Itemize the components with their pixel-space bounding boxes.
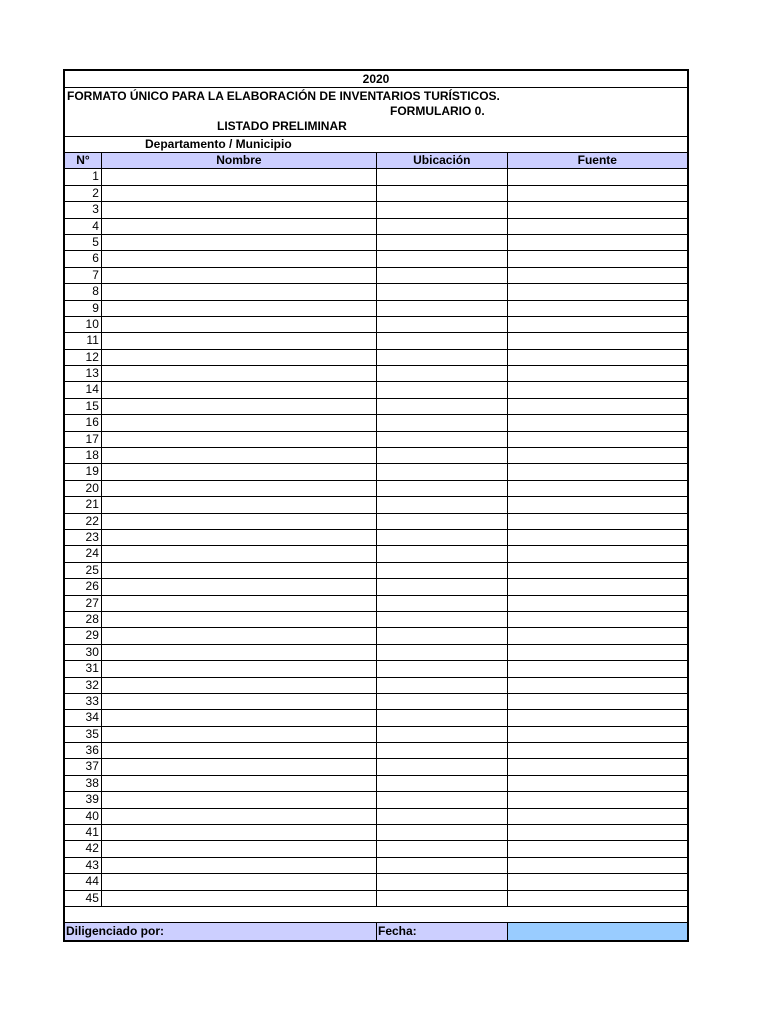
department-municipality-label: Departamento / Municipio [65, 137, 687, 153]
row-number: 42 [65, 841, 102, 856]
fuente-cell[interactable] [508, 481, 687, 496]
nombre-cell[interactable] [102, 891, 377, 906]
table-row [65, 661, 687, 677]
ubicacion-cell[interactable] [377, 874, 508, 889]
nombre-cell[interactable] [102, 792, 377, 807]
table-row [65, 596, 687, 612]
row-number: 29 [65, 628, 102, 643]
row-number: 27 [65, 596, 102, 611]
fuente-cell[interactable] [508, 202, 687, 217]
ubicacion-cell[interactable] [377, 661, 508, 676]
nombre-cell[interactable] [102, 284, 377, 299]
table-row [65, 497, 687, 513]
fuente-cell[interactable] [508, 530, 687, 545]
table-row [65, 169, 687, 185]
fuente-cell[interactable] [508, 399, 687, 414]
row-number: 39 [65, 792, 102, 807]
nombre-cell[interactable] [102, 661, 377, 676]
fuente-cell[interactable] [508, 858, 687, 873]
ubicacion-cell[interactable] [377, 202, 508, 217]
table-row [65, 874, 687, 890]
row-number: 6 [65, 251, 102, 266]
fuente-cell[interactable] [508, 186, 687, 201]
row-number: 40 [65, 809, 102, 824]
ubicacion-cell[interactable] [377, 415, 508, 430]
fuente-cell[interactable] [508, 350, 687, 365]
table-row [65, 317, 687, 333]
table-row [65, 268, 687, 284]
ubicacion-cell[interactable] [377, 645, 508, 660]
ubicacion-cell[interactable] [377, 432, 508, 447]
column-header-fuente: Fuente [577, 153, 617, 167]
diligenciado-por-label: Diligenciado por: [65, 923, 377, 940]
fuente-cell[interactable] [508, 579, 687, 594]
row-number: 20 [65, 481, 102, 496]
row-number: 30 [65, 645, 102, 660]
nombre-cell[interactable] [102, 628, 377, 643]
form-year: 2020 [65, 71, 687, 88]
row-number: 5 [65, 235, 102, 250]
ubicacion-cell[interactable] [377, 268, 508, 283]
ubicacion-cell[interactable] [377, 219, 508, 234]
fuente-cell[interactable] [508, 219, 687, 234]
row-number: 26 [65, 579, 102, 594]
row-number: 35 [65, 727, 102, 742]
nombre-cell[interactable] [102, 841, 377, 856]
inventory-form-sheet [63, 69, 689, 942]
nombre-cell[interactable] [102, 317, 377, 332]
ubicacion-cell[interactable] [377, 514, 508, 529]
fuente-cell[interactable] [508, 382, 687, 397]
row-number: 8 [65, 284, 102, 299]
fuente-cell[interactable] [508, 333, 687, 348]
table-row [65, 579, 687, 595]
ubicacion-cell[interactable] [377, 759, 508, 774]
nombre-cell[interactable] [102, 809, 377, 824]
fuente-cell[interactable] [508, 874, 687, 889]
form-title-block [65, 88, 687, 137]
table-row [65, 202, 687, 218]
table-row [65, 448, 687, 464]
table-row [65, 432, 687, 448]
nombre-cell[interactable] [102, 382, 377, 397]
ubicacion-cell[interactable] [377, 563, 508, 578]
row-number: 32 [65, 678, 102, 693]
ubicacion-cell[interactable] [377, 776, 508, 791]
row-number: 45 [65, 891, 102, 906]
table-row [65, 809, 687, 825]
table-row [65, 481, 687, 497]
fuente-cell[interactable] [508, 759, 687, 774]
form-footer [65, 923, 687, 940]
fuente-cell[interactable] [508, 251, 687, 266]
spacer-row [65, 907, 687, 923]
fuente-cell[interactable] [508, 563, 687, 578]
row-number: 34 [65, 710, 102, 725]
fecha-label: Fecha: [377, 923, 508, 940]
ubicacion-cell[interactable] [377, 694, 508, 709]
nombre-cell[interactable] [102, 743, 377, 758]
fuente-cell[interactable] [508, 169, 687, 184]
table-row [65, 366, 687, 382]
form-subtitle: LISTADO PRELIMINAR [217, 119, 347, 133]
row-number: 10 [65, 317, 102, 332]
fuente-cell[interactable] [508, 284, 687, 299]
table-row [65, 710, 687, 726]
table-row [65, 333, 687, 349]
row-number: 23 [65, 530, 102, 545]
fuente-cell[interactable] [508, 661, 687, 676]
fuente-cell[interactable] [508, 235, 687, 250]
table-row [65, 759, 687, 775]
ubicacion-cell[interactable] [377, 235, 508, 250]
table-row [65, 628, 687, 644]
ubicacion-cell[interactable] [377, 481, 508, 496]
column-header-nombre: Nombre [102, 153, 377, 168]
row-number: 31 [65, 661, 102, 676]
fecha-field[interactable] [508, 923, 687, 940]
table-row [65, 563, 687, 579]
nombre-cell[interactable] [102, 251, 377, 266]
fuente-cell[interactable] [508, 628, 687, 643]
row-number: 33 [65, 694, 102, 709]
row-number: 9 [65, 301, 102, 316]
row-number: 18 [65, 448, 102, 463]
table-row [65, 415, 687, 431]
row-number: 16 [65, 415, 102, 430]
ubicacion-cell[interactable] [377, 317, 508, 332]
nombre-cell[interactable] [102, 464, 377, 479]
column-header-number: N° [65, 153, 102, 168]
nombre-cell[interactable] [102, 514, 377, 529]
fuente-cell[interactable] [508, 415, 687, 430]
ubicacion-cell[interactable] [377, 448, 508, 463]
fuente-cell[interactable] [508, 546, 687, 561]
ubicacion-cell[interactable] [377, 710, 508, 725]
row-number: 13 [65, 366, 102, 381]
table-header [65, 153, 687, 169]
fuente-cell[interactable] [508, 743, 687, 758]
nombre-cell[interactable] [102, 694, 377, 709]
fuente-cell[interactable] [508, 596, 687, 611]
ubicacion-cell[interactable] [377, 333, 508, 348]
nombre-cell[interactable] [102, 546, 377, 561]
ubicacion-cell[interactable] [377, 382, 508, 397]
fuente-cell[interactable] [508, 809, 687, 824]
ubicacion-cell[interactable] [377, 743, 508, 758]
nombre-cell[interactable] [102, 530, 377, 545]
table-row [65, 301, 687, 317]
fuente-cell[interactable] [508, 645, 687, 660]
fuente-cell[interactable] [508, 497, 687, 512]
nombre-cell[interactable] [102, 219, 377, 234]
nombre-cell[interactable] [102, 497, 377, 512]
table-row [65, 284, 687, 300]
nombre-cell[interactable] [102, 596, 377, 611]
table-row [65, 514, 687, 530]
row-number: 19 [65, 464, 102, 479]
form-number: FORMULARIO 0. [390, 104, 485, 118]
row-number: 21 [65, 497, 102, 512]
table-row [65, 645, 687, 661]
row-number: 43 [65, 858, 102, 873]
fuente-cell[interactable] [508, 514, 687, 529]
fuente-cell[interactable] [508, 825, 687, 840]
nombre-cell[interactable] [102, 202, 377, 217]
fuente-cell[interactable] [508, 612, 687, 627]
ubicacion-cell[interactable] [377, 366, 508, 381]
ubicacion-cell[interactable] [377, 612, 508, 627]
nombre-cell[interactable] [102, 333, 377, 348]
nombre-cell[interactable] [102, 366, 377, 381]
table-row [65, 235, 687, 251]
nombre-cell[interactable] [102, 169, 377, 184]
nombre-cell[interactable] [102, 825, 377, 840]
table-row [65, 858, 687, 874]
table-row [65, 678, 687, 694]
nombre-cell[interactable] [102, 350, 377, 365]
ubicacion-cell[interactable] [377, 825, 508, 840]
ubicacion-cell[interactable] [377, 792, 508, 807]
row-number: 41 [65, 825, 102, 840]
ubicacion-cell[interactable] [377, 628, 508, 643]
fuente-cell[interactable] [508, 727, 687, 742]
fuente-cell[interactable] [508, 432, 687, 447]
nombre-cell[interactable] [102, 759, 377, 774]
fuente-cell[interactable] [508, 841, 687, 856]
nombre-cell[interactable] [102, 186, 377, 201]
fuente-cell[interactable] [508, 464, 687, 479]
nombre-cell[interactable] [102, 678, 377, 693]
table-row [65, 841, 687, 857]
row-number: 28 [65, 612, 102, 627]
row-number: 3 [65, 202, 102, 217]
fuente-cell[interactable] [508, 792, 687, 807]
fuente-cell[interactable] [508, 891, 687, 906]
fuente-cell[interactable] [508, 366, 687, 381]
table-row [65, 382, 687, 398]
fuente-cell[interactable] [508, 268, 687, 283]
ubicacion-cell[interactable] [377, 891, 508, 906]
table-row [65, 251, 687, 267]
nombre-cell[interactable] [102, 776, 377, 791]
nombre-cell[interactable] [102, 432, 377, 447]
table-row [65, 546, 687, 562]
row-number: 17 [65, 432, 102, 447]
column-header-ubicacion: Ubicación [377, 153, 508, 168]
nombre-cell[interactable] [102, 481, 377, 496]
row-number: 7 [65, 268, 102, 283]
table-row [65, 350, 687, 366]
ubicacion-cell[interactable] [377, 251, 508, 266]
ubicacion-cell[interactable] [377, 497, 508, 512]
nombre-cell[interactable] [102, 874, 377, 889]
table-row [65, 727, 687, 743]
fuente-cell[interactable] [508, 448, 687, 463]
row-number: 12 [65, 350, 102, 365]
ubicacion-cell[interactable] [377, 596, 508, 611]
row-number: 24 [65, 546, 102, 561]
row-number: 11 [65, 333, 102, 348]
row-number: 25 [65, 563, 102, 578]
table-row [65, 464, 687, 480]
nombre-cell[interactable] [102, 301, 377, 316]
ubicacion-cell[interactable] [377, 350, 508, 365]
row-number: 2 [65, 186, 102, 201]
ubicacion-cell[interactable] [377, 169, 508, 184]
form-title: FORMATO ÚNICO PARA LA ELABORACIÓN DE INVENTARIOS TURÍSTICOS. [67, 89, 500, 103]
ubicacion-cell[interactable] [377, 399, 508, 414]
ubicacion-cell[interactable] [377, 301, 508, 316]
nombre-cell[interactable] [102, 727, 377, 742]
ubicacion-cell[interactable] [377, 530, 508, 545]
table-row [65, 399, 687, 415]
table-row [65, 530, 687, 546]
ubicacion-cell[interactable] [377, 284, 508, 299]
nombre-cell[interactable] [102, 235, 377, 250]
ubicacion-cell[interactable] [377, 678, 508, 693]
nombre-cell[interactable] [102, 448, 377, 463]
nombre-cell[interactable] [102, 645, 377, 660]
fuente-cell[interactable] [508, 694, 687, 709]
fuente-cell[interactable] [508, 710, 687, 725]
row-number: 36 [65, 743, 102, 758]
table-row [65, 612, 687, 628]
nombre-cell[interactable] [102, 858, 377, 873]
nombre-cell[interactable] [102, 710, 377, 725]
row-number: 4 [65, 219, 102, 234]
row-number: 15 [65, 399, 102, 414]
ubicacion-cell[interactable] [377, 464, 508, 479]
table-row [65, 186, 687, 202]
ubicacion-cell[interactable] [377, 186, 508, 201]
row-number: 44 [65, 874, 102, 889]
fuente-cell[interactable] [508, 678, 687, 693]
row-number: 37 [65, 759, 102, 774]
nombre-cell[interactable] [102, 579, 377, 594]
ubicacion-cell[interactable] [377, 858, 508, 873]
nombre-cell[interactable] [102, 268, 377, 283]
row-number: 38 [65, 776, 102, 791]
ubicacion-cell[interactable] [377, 579, 508, 594]
table-row [65, 792, 687, 808]
row-number: 22 [65, 514, 102, 529]
nombre-cell[interactable] [102, 612, 377, 627]
nombre-cell[interactable] [102, 399, 377, 414]
row-number: 14 [65, 382, 102, 397]
table-row [65, 694, 687, 710]
table-row [65, 743, 687, 759]
table-row [65, 891, 687, 907]
nombre-cell[interactable] [102, 415, 377, 430]
fuente-cell[interactable] [508, 301, 687, 316]
table-row [65, 219, 687, 235]
table-row [65, 825, 687, 841]
ubicacion-cell[interactable] [377, 546, 508, 561]
ubicacion-cell[interactable] [377, 809, 508, 824]
nombre-cell[interactable] [102, 563, 377, 578]
ubicacion-cell[interactable] [377, 841, 508, 856]
table-body [65, 169, 687, 907]
row-number: 1 [65, 169, 102, 184]
table-row [65, 776, 687, 792]
ubicacion-cell[interactable] [377, 727, 508, 742]
fuente-cell[interactable] [508, 317, 687, 332]
fuente-cell[interactable] [508, 776, 687, 791]
